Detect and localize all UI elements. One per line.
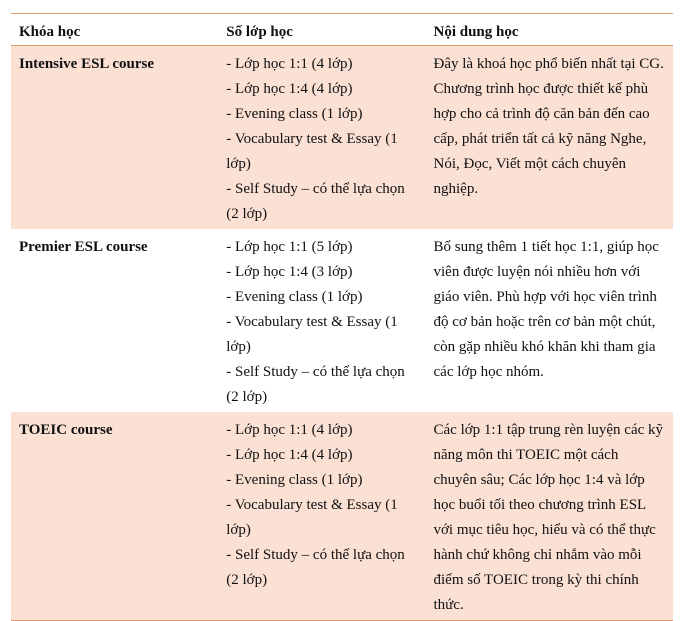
class-item: - Lớp học 1:4 (4 lớp)	[226, 81, 353, 97]
class-item: - Vocabulary test & Essay (1 lớp)	[226, 497, 398, 538]
class-item: - Lớp học 1:1 (4 lớp)	[226, 422, 353, 438]
table-row	[11, 412, 673, 621]
table-row	[11, 46, 673, 230]
course-table	[11, 13, 673, 621]
class-item: - Evening class (1 lớp)	[226, 472, 363, 488]
class-item: - Lớp học 1:1 (5 lớp)	[226, 239, 353, 255]
class-list	[218, 229, 425, 412]
class-item: - Lớp học 1:4 (3 lớp)	[226, 264, 353, 280]
course-content: Bổ sung thêm 1 tiết học 1:1, giúp học viên được luyện nói nhiều hơn với giáo viên. Phù hợp với học viên trình độ cơ bản hoặc trên cơ bản một chút, còn gặp nhiều khó khăn khi tham gia các lớp học nhóm.	[433, 239, 659, 380]
class-item: - Evening class (1 lớp)	[226, 289, 363, 305]
header-course: Khóa học	[11, 14, 218, 46]
class-item: - Evening class (1 lớp)	[226, 106, 363, 122]
class-item: - Self Study – có thể lựa chọn (2 lớp)	[226, 181, 405, 222]
class-item: - Self Study – có thể lựa chọn (2 lớp)	[226, 547, 405, 588]
table-row	[11, 229, 673, 412]
header-content: Nội dung học	[426, 14, 674, 46]
class-item: - Lớp học 1:1 (4 lớp)	[226, 56, 353, 72]
class-list	[218, 412, 425, 621]
course-content: Các lớp 1:1 tập trung rèn luyện các kỹ năng môn thi TOEIC một cách chuyên sâu; Các lớp học 1:4 và lớp học buổi tối theo chương trình ESL với mục tiêu học, hiểu và có thể thực hành chứ không chỉ nhắm vào mỗi điểm số TOEIC trong kỳ thi chính thức.	[426, 412, 674, 621]
class-list	[218, 46, 425, 230]
course-name: TOEIC course	[11, 412, 218, 621]
class-item: - Lớp học 1:4 (4 lớp)	[226, 447, 353, 463]
class-item: - Self Study – có thể lựa chọn (2 lớp)	[226, 364, 405, 405]
header-row	[11, 14, 673, 46]
course-name: Intensive ESL course	[11, 46, 218, 230]
course-content: Đây là khoá học phổ biến nhất tại CG. Chương trình học được thiết kế phù hợp cho cả trình độ căn bản đến cao cấp, phát triển tất cả kỹ năng Nghe, Nói, Đọc, Viết một cách chuyên nghiệp.	[426, 46, 674, 230]
header-classes: Số lớp học	[218, 14, 425, 46]
course-name: Premier ESL course	[19, 239, 148, 255]
class-item: - Vocabulary test & Essay (1 lớp)	[226, 314, 398, 355]
class-item: - Vocabulary test & Essay (1 lớp)	[226, 131, 398, 172]
